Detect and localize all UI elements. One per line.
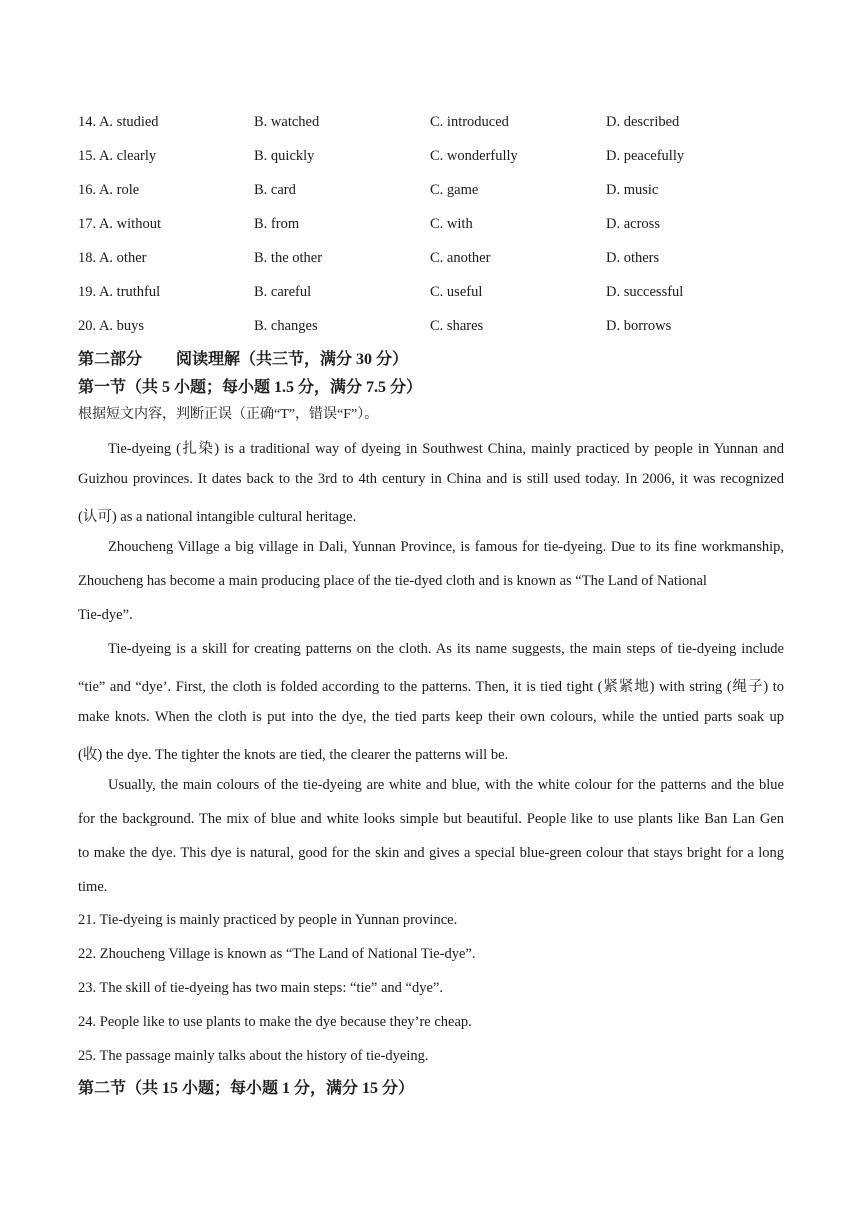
option-a: 19. A. truthful bbox=[78, 284, 161, 300]
statement-24: 24. People like to use plants to make the dye because they’re cheap. bbox=[78, 1014, 472, 1030]
option-b: B. watched bbox=[254, 114, 320, 130]
passage-line: Zhoucheng Village a big village in Dali, Yunnan Province, is famous for tie-dyeing. Due to its fine workmanship, bbox=[108, 539, 784, 555]
passage-line: Tie-dyeing is a skill for creating patterns on the cloth. As its name suggests, the main steps of tie-dyeing include bbox=[108, 641, 784, 657]
option-d: D. peacefully bbox=[606, 148, 685, 164]
section-heading: 第一节（共 5 小题；每小题 1.5 分，满分 7.5 分） bbox=[78, 379, 423, 396]
option-a: 14. A. studied bbox=[78, 114, 159, 130]
section-heading-2: 第二节（共 15 小题；每小题 1 分，满分 15 分） bbox=[78, 1080, 415, 1097]
passage-line: Tie-dye”. bbox=[78, 607, 133, 623]
option-row-16 bbox=[78, 182, 798, 204]
option-d: D. described bbox=[606, 114, 680, 130]
passage-line: (收) the dye. The tighter the knots are tied, the clearer the patterns will be. bbox=[78, 747, 509, 763]
option-c: C. another bbox=[430, 250, 491, 266]
option-b: B. the other bbox=[254, 250, 323, 266]
option-row-15 bbox=[78, 148, 798, 170]
option-row-18 bbox=[78, 250, 798, 272]
statement-22: 22. Zhoucheng Village is known as “The Land of National Tie-dye”. bbox=[78, 946, 476, 962]
passage-line: make knots. When the cloth is put into the dye, the tied parts keep their own colours, while the untied parts soak up bbox=[78, 709, 784, 725]
passage-line: Zhoucheng has become a main producing place of the tie-dyed cloth and is known as “The Land of National bbox=[78, 573, 707, 589]
option-row-14 bbox=[78, 114, 798, 136]
option-a: 20. A. buys bbox=[78, 318, 145, 334]
option-c: C. shares bbox=[430, 318, 484, 334]
option-d: D. borrows bbox=[606, 318, 672, 334]
option-b: B. card bbox=[254, 182, 296, 198]
option-row-17 bbox=[78, 216, 798, 238]
passage-line: for the background. The mix of blue and white looks simple but beautiful. People like to use plants like Ban Lan Gen bbox=[78, 811, 784, 827]
statement-21: 21. Tie-dyeing is mainly practiced by people in Yunnan province. bbox=[78, 912, 458, 928]
option-a: 15. A. clearly bbox=[78, 148, 157, 164]
option-row-20 bbox=[78, 318, 798, 340]
option-c: C. game bbox=[430, 182, 479, 198]
option-b: B. changes bbox=[254, 318, 318, 334]
part-label: 第二部分 bbox=[78, 351, 143, 368]
statement-23: 23. The skill of tie-dyeing has two main steps: “tie” and “dye”. bbox=[78, 980, 443, 996]
passage-line: time. bbox=[78, 879, 108, 895]
option-c: C. introduced bbox=[430, 114, 509, 130]
option-c: C. wonderfully bbox=[430, 148, 518, 164]
statement-25: 25. The passage mainly talks about the history of tie-dyeing. bbox=[78, 1048, 429, 1064]
option-a: 17. A. without bbox=[78, 216, 161, 232]
option-d: D. others bbox=[606, 250, 660, 266]
option-b: B. careful bbox=[254, 284, 312, 300]
passage-line: to make the dye. This dye is natural, good for the skin and gives a special blue-green colour that stays bright for a long bbox=[78, 845, 784, 861]
passage-line: Guizhou provinces. It dates back to the 3rd to 4th century in China and is still used today. In 2006, it was recognized bbox=[78, 471, 784, 487]
instruction-text: 根据短文内容，判断正误（正确“T”，错误“F”）。 bbox=[78, 407, 379, 422]
option-d: D. music bbox=[606, 182, 659, 198]
option-d: D. across bbox=[606, 216, 660, 232]
option-row-19 bbox=[78, 284, 798, 306]
option-b: B. from bbox=[254, 216, 300, 232]
part-heading bbox=[78, 346, 408, 369]
passage-line: Tie-dyeing (扎染) is a traditional way of dyeing in Southwest China, mainly practiced by people in Yunnan and bbox=[108, 441, 784, 457]
option-a: 16. A. role bbox=[78, 182, 140, 198]
option-a: 18. A. other bbox=[78, 250, 147, 266]
passage-line: (认可) as a national intangible cultural heritage. bbox=[78, 509, 357, 525]
option-b: B. quickly bbox=[254, 148, 315, 164]
part-title: 阅读理解（共三节，满分 30 分） bbox=[176, 351, 409, 368]
passage-line: “tie” and “dye’. First, the cloth is folded according to the patterns. Then, it is tied tight (紧紧地) with string (绳子) to bbox=[78, 679, 784, 695]
option-d: D. successful bbox=[606, 284, 684, 300]
option-c: C. useful bbox=[430, 284, 483, 300]
passage-line: Usually, the main colours of the tie-dyeing are white and blue, with the white colour for the patterns and the blue bbox=[108, 777, 784, 793]
option-c: C. with bbox=[430, 216, 473, 232]
